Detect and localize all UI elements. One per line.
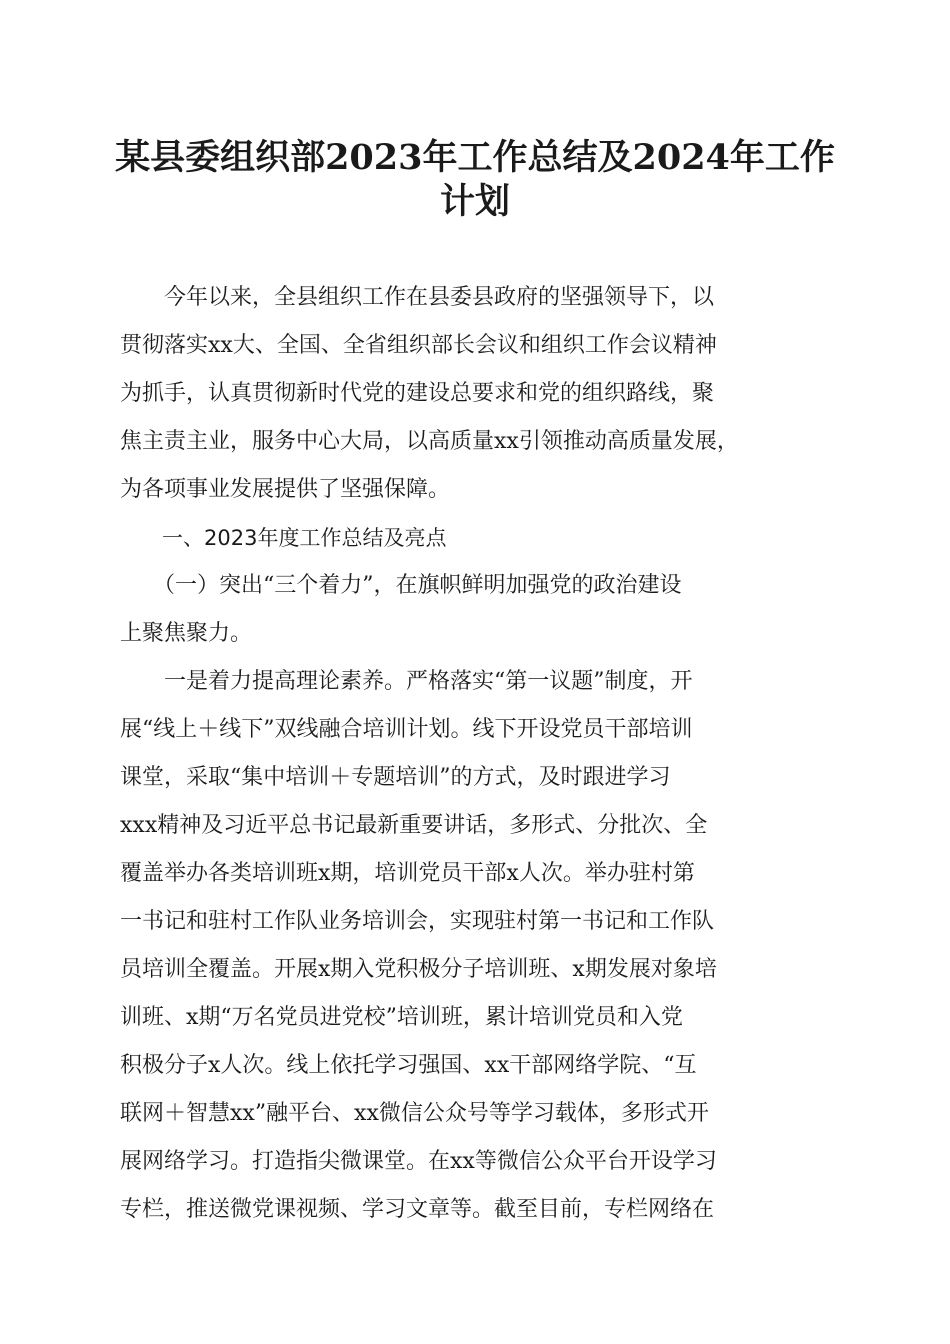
paragraph-line: 联网＋智慧xx”融平台、xx微信公众号等学习载体，多形式开	[120, 1101, 709, 1126]
document-title-line-1: 某县委组织部2023年工作总结及2024年工作	[115, 137, 835, 178]
paragraph-line: 覆盖举办各类培训班x期，培训党员干部x人次。举办驻村第	[120, 861, 695, 886]
intro-line: 贯彻落实xx大、全国、全省组织部长会议和组织工作会议精神	[120, 333, 717, 358]
paragraph-line: 展网络学习。打造指尖微课堂。在xx等微信公众平台开设学习	[120, 1149, 717, 1174]
document-title-line-2: 计划	[439, 181, 510, 222]
subsection-heading-line: 上聚焦聚力。	[120, 621, 253, 646]
intro-line: 为抓手，认真贯彻新时代党的建设总要求和党的组织路线，聚	[120, 381, 715, 406]
intro-line: 今年以来，全县组织工作在县委县政府的坚强领导下，以	[120, 285, 715, 310]
paragraph-line: 课堂，采取“集中培训＋专题培训”的方式，及时跟进学习	[120, 765, 671, 790]
subsection-heading-line: （一）突出“三个着力”，在旗帜鲜明加强党的政治建设	[120, 573, 682, 598]
paragraph-line: 员培训全覆盖。开展x期入党积极分子培训班、x期发展对象培	[120, 957, 717, 982]
section-heading: 一、2023年度工作总结及亮点	[120, 526, 447, 550]
paragraph-line: 训班、x期“万名党员进党校”培训班，累计培训党员和入党	[120, 1005, 683, 1030]
paragraph-line: 专栏，推送微党课视频、学习文章等。截至目前，专栏网络在	[120, 1197, 715, 1222]
paragraph-line: 展“线上＋线下”双线融合培训计划。线下开设党员干部培训	[120, 717, 693, 742]
paragraph-line: xxx精神及习近平总书记最新重要讲话，多形式、分批次、全	[120, 813, 708, 838]
paragraph-line: 一书记和驻村工作队业务培训会，实现驻村第一书记和工作队	[120, 909, 715, 934]
intro-line: 焦主责主业，服务中心大局，以高质量xx引领推动高质量发展，	[120, 429, 739, 454]
paragraph-line: 积极分子x人次。线上依托学习强国、xx干部网络学院、“互	[120, 1053, 697, 1078]
intro-line: 为各项事业发展提供了坚强保障。	[120, 477, 451, 502]
paragraph-line: 一是着力提高理论素养。严格落实“第一议题”制度，开	[120, 669, 693, 694]
